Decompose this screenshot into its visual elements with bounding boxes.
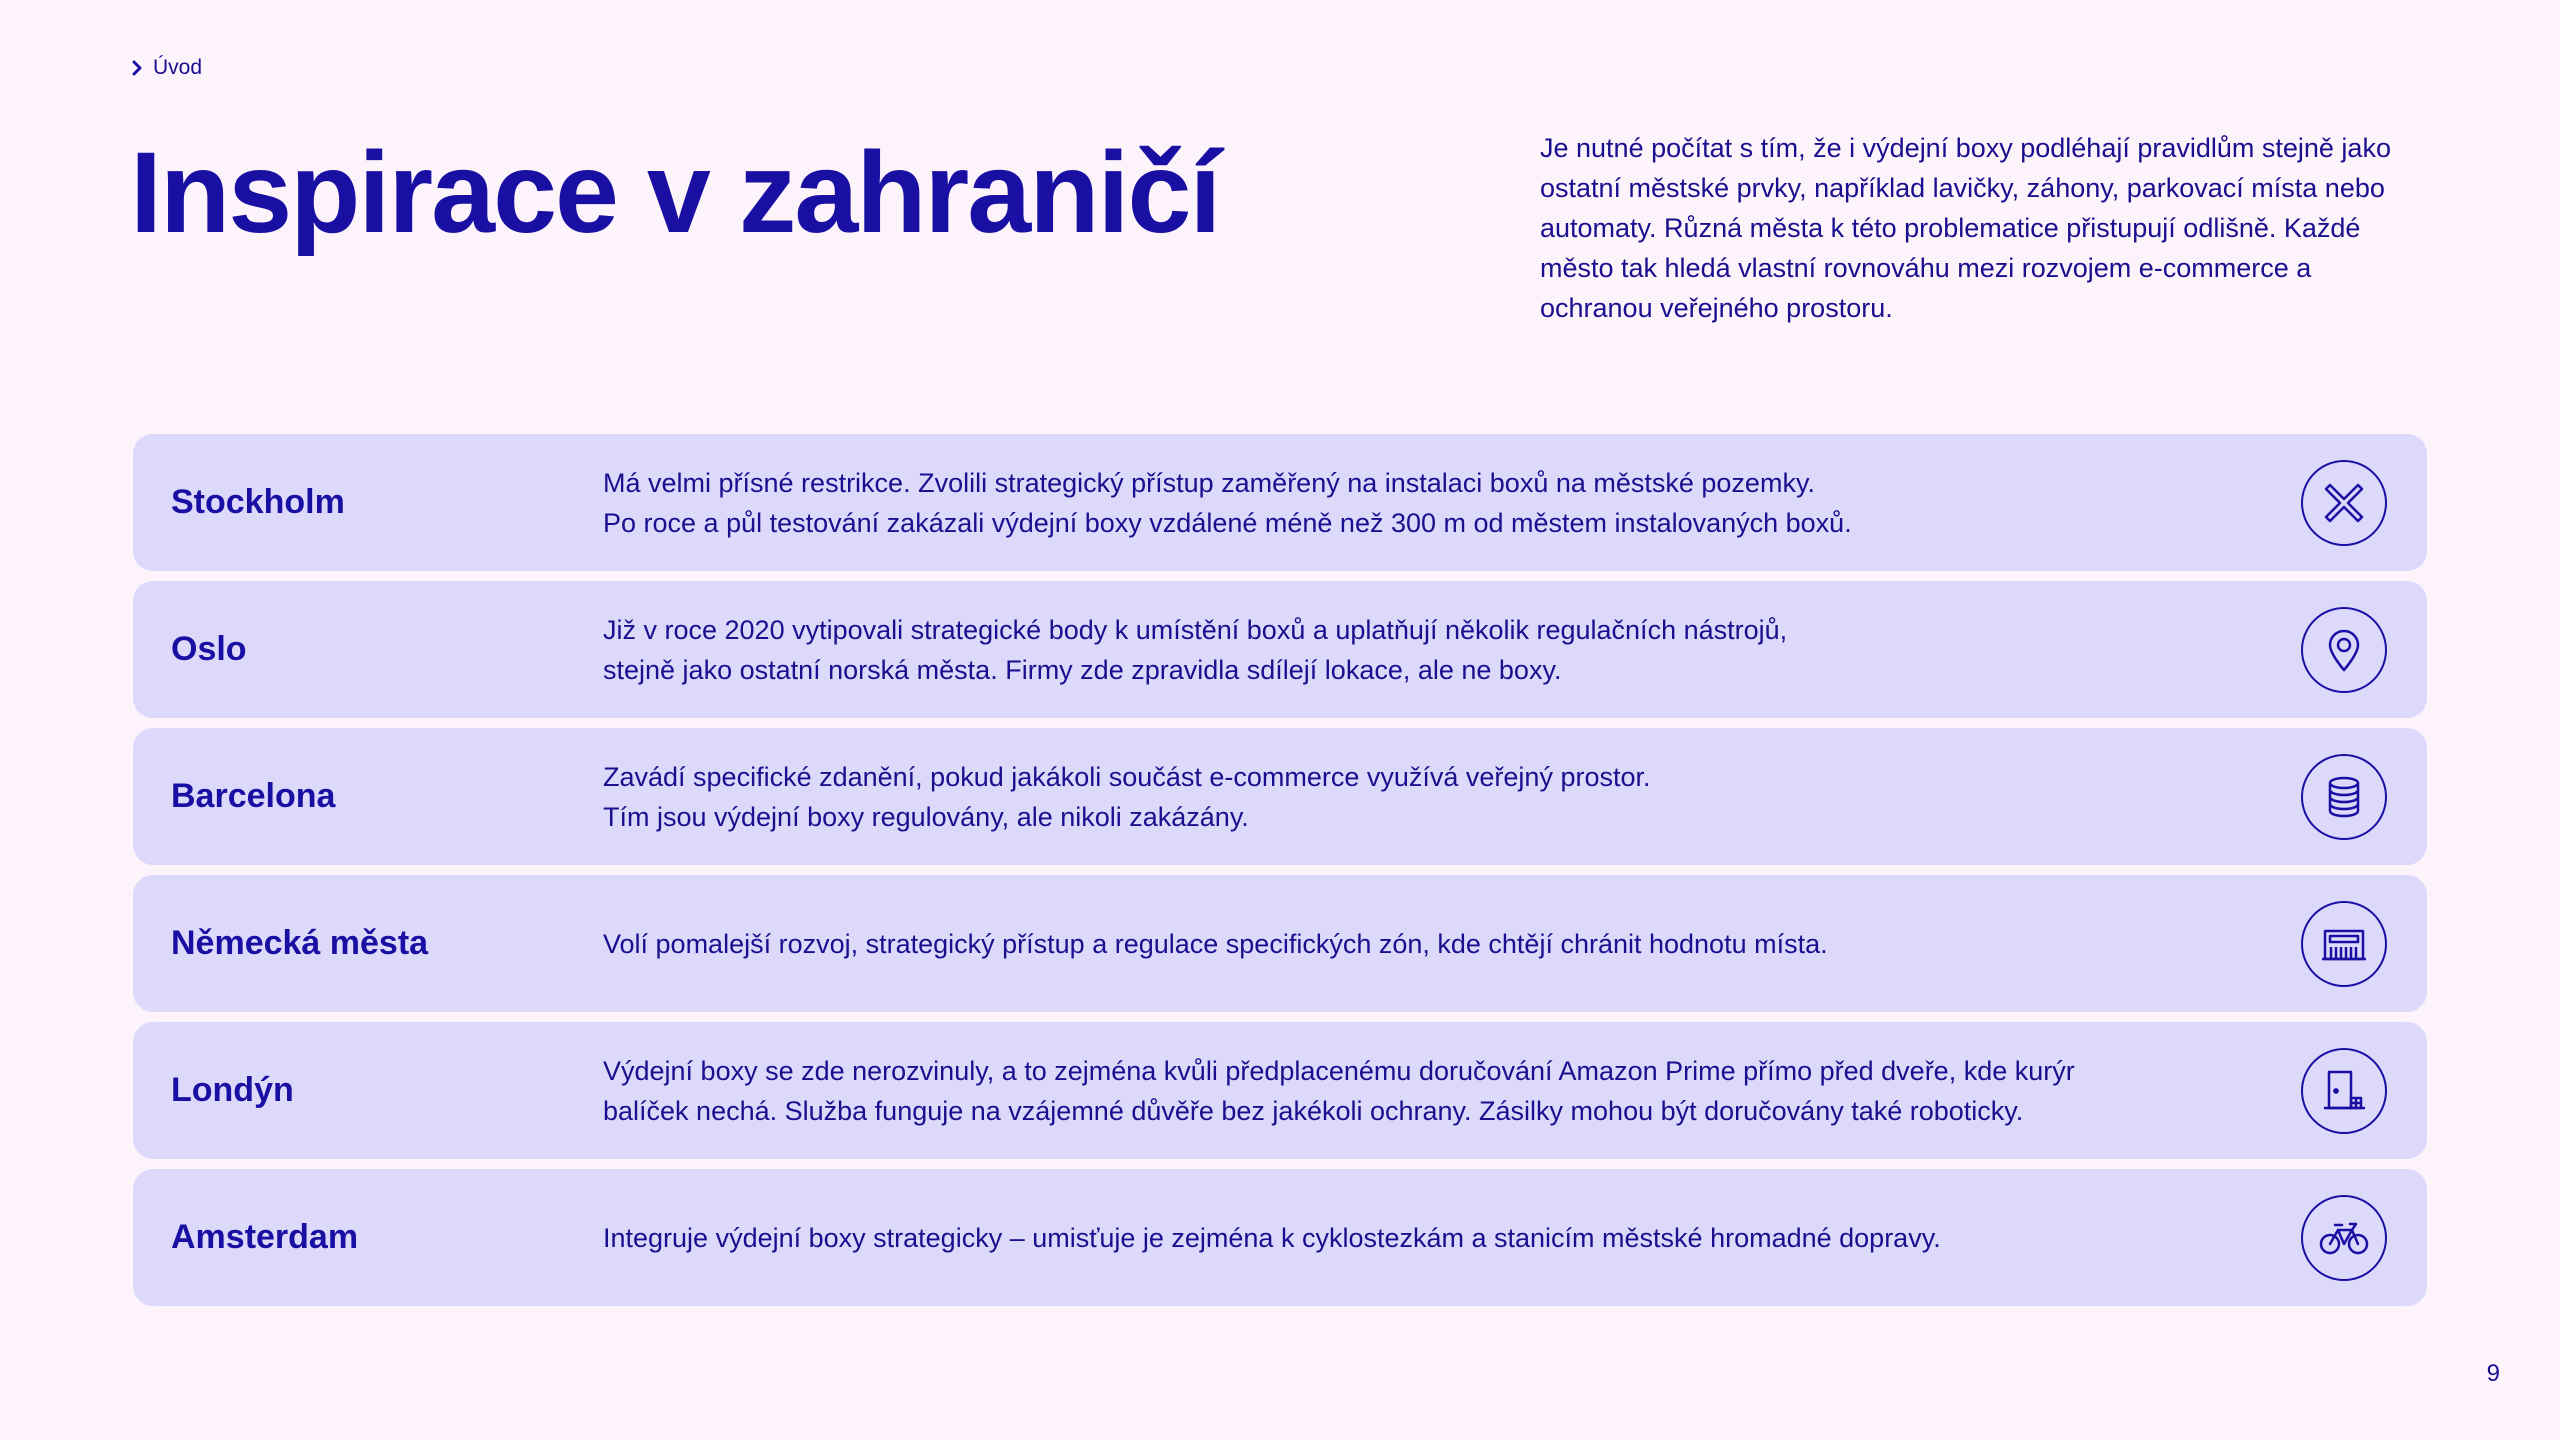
description-line: Zavádí specifické zdanění, pokud jakákoli součást e-commerce využívá veřejný prostor.: [603, 761, 1651, 792]
city-list: [133, 434, 2427, 1306]
description-line: balíček nechá. Služba funguje na vzájemné důvěře bez jakékoli ochrany. Zásilky mohou být doručovány také roboticky.: [603, 1095, 2024, 1126]
city-description: [603, 610, 2323, 690]
city-description: [603, 1218, 2323, 1258]
city-name: Stockholm: [171, 483, 345, 521]
building-icon: [2301, 901, 2387, 987]
city-row-londyn: [133, 1022, 2427, 1159]
breadcrumb-link-uvod[interactable]: Úvod: [153, 56, 203, 79]
city-row-barcelona: [133, 728, 2427, 865]
city-name: Amsterdam: [171, 1218, 359, 1256]
city-name: Londýn: [171, 1071, 294, 1109]
cross-icon: [2301, 460, 2387, 546]
city-row-oslo: [133, 581, 2427, 718]
city-description: [603, 924, 2323, 964]
description-line: Integruje výdejní boxy strategicky – umisťuje je zejména k cyklostezkám a stanicím městské hromadné dopravy.: [603, 1222, 1941, 1253]
city-row-amsterdam: [133, 1169, 2427, 1306]
city-name: Oslo: [171, 630, 247, 668]
description-line: Po roce a půl testování zakázali výdejní boxy vzdálené méně než 300 m od městem instalovaných boxů.: [603, 507, 1852, 538]
city-row-nemecka-mesta: [133, 875, 2427, 1012]
description-line: Již v roce 2020 vytipovali strategické body k umístění boxů a uplatňují několik regulačních nástrojů,: [603, 614, 1788, 645]
city-name: Německá města: [171, 924, 429, 962]
description-line: Má velmi přísné restrikce. Zvolili strategický přístup zaměřený na instalaci boxů na městské pozemky.: [603, 467, 1815, 498]
description-line: stejně jako ostatní norská města. Firmy zde zpravidla sdílejí lokace, ale ne boxy.: [603, 654, 1562, 685]
city-row-stockholm: [133, 434, 2427, 571]
city-description: [603, 757, 2323, 837]
chevron-right-icon: [131, 60, 143, 76]
city-description: [603, 463, 2323, 543]
coin-stack-icon: [2301, 754, 2387, 840]
description-line: Výdejní boxy se zde nerozvinuly, a to zejména kvůli předplacenému doručování Amazon Prime přímo před dveře, kde kurýr: [603, 1055, 2075, 1086]
page-number: 9: [2486, 1360, 2500, 1387]
breadcrumb[interactable]: [131, 56, 202, 80]
bicycle-icon: [2301, 1195, 2387, 1281]
location-pin-icon: [2301, 607, 2387, 693]
intro-paragraph: Je nutné počítat s tím, že i výdejní boxy podléhají pravidlům stejně jako ostatní městské prvky, například lavičky, záhony, parkovací místa nebo automaty. Různá města k této problematice přistupují odlišně. Každé město tak hledá vlastní rovnováhu mezi rozvojem e-commerce a ochranou veřejného prostoru.: [1540, 133, 2391, 323]
door-package-icon: [2301, 1048, 2387, 1134]
city-description: [603, 1051, 2323, 1131]
page-title: Inspirace v zahraničí: [130, 129, 1220, 257]
description-line: Tím jsou výdejní boxy regulovány, ale nikoli zakázány.: [603, 801, 1249, 832]
description-line: Volí pomalejší rozvoj, strategický přístup a regulace specifických zón, kde chtějí chránit hodnotu místa.: [603, 928, 1828, 959]
city-name: Barcelona: [171, 777, 336, 815]
